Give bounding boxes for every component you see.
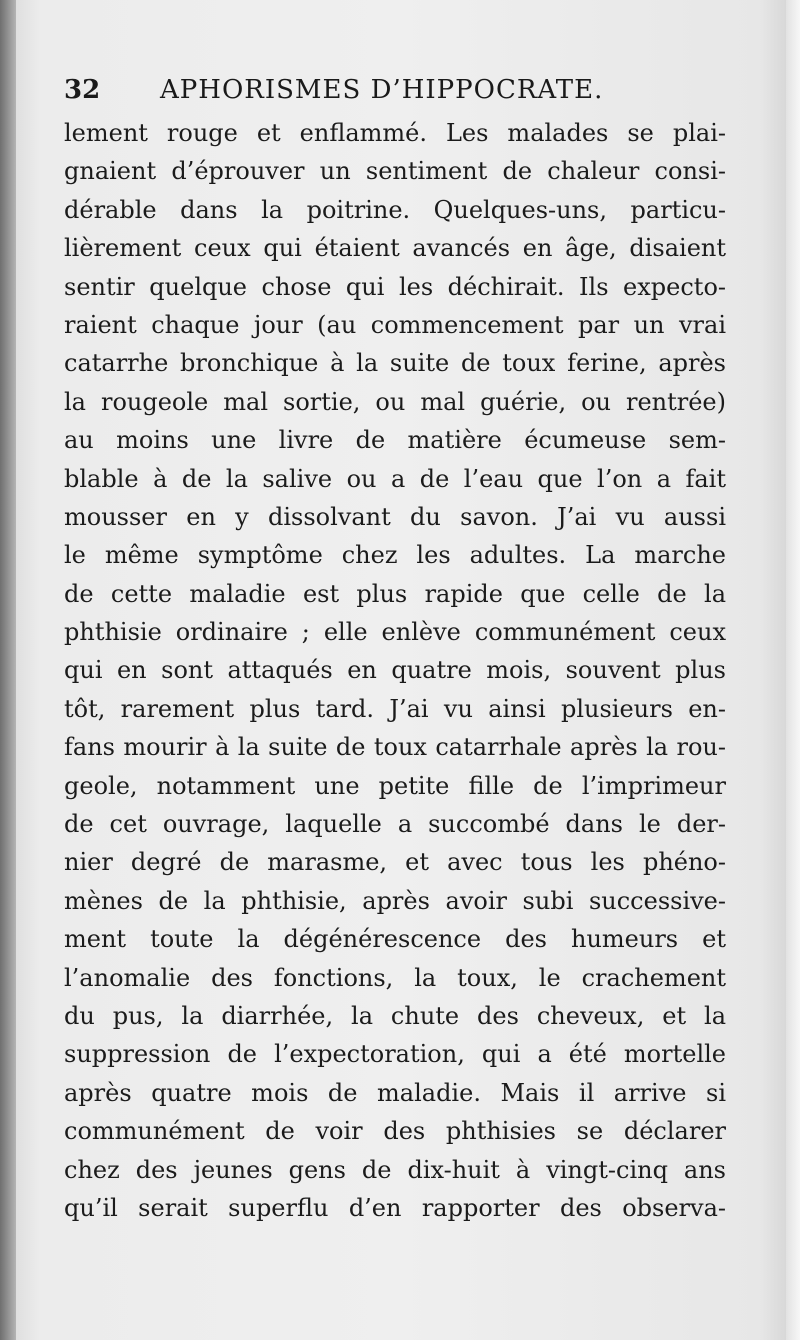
text-line: tôt, rarement plus tard. J’ai vu ainsi plusieurs en- [64, 694, 726, 723]
text-line: sentir quelque chose qui les déchirait. Ils expecto- [64, 272, 726, 301]
text-line: phthisie ordinaire ; elle enlève communément ceux [64, 618, 726, 647]
text-line: mènes de la phthisie, après avoir subi successive- [64, 886, 726, 915]
text-line: suppression de l’expectoration, qui a été mortelle [64, 1040, 726, 1069]
text-line: le même symptôme chez les adultes. La marche [64, 541, 726, 570]
page-number: 32 [64, 75, 101, 105]
text-line: de cet ouvrage, laquelle a succombé dans le der- [64, 810, 726, 839]
text-line: gnaient d’éprouver un sentiment de chaleur consi- [64, 157, 726, 186]
text-line: la rougeole mal sortie, ou mal guérie, ou rentrée) [64, 387, 726, 416]
text-line: raient chaque jour (au commencement par un vrai [64, 310, 726, 339]
text-line: l’anomalie des fonctions, la toux, le crachement [64, 963, 726, 992]
text-line: dérable dans la poitrine. Quelques-uns, particu- [64, 195, 726, 224]
page-edge [786, 0, 800, 1340]
text-line: mousser en y dissolvant du savon. J’ai vu aussi [64, 502, 726, 531]
text-line: qui en sont attaqués en quatre mois, souvent plus [64, 656, 726, 685]
text-line: fans mourir à la suite de toux catarrhale après la rou- [64, 733, 726, 762]
text-line: nier degré de marasme, et avec tous les phéno- [64, 848, 726, 877]
text-line: blable à de la salive ou a de l’eau que l’on a fait [64, 464, 726, 493]
body-text [64, 114, 726, 1227]
page-header [64, 72, 724, 112]
text-line: geole, notamment une petite fille de l’imprimeur [64, 771, 726, 800]
text-line: de cette maladie est plus rapide que celle de la [64, 579, 726, 608]
text-line: qu’il serait superflu d’en rapporter des observa- [64, 1193, 726, 1222]
text-line: après quatre mois de maladie. Mais il arrive si [64, 1078, 726, 1107]
text-line: au moins une livre de matière écumeuse sem- [64, 426, 726, 455]
text-line: communément de voir des phthisies se déclarer [64, 1117, 726, 1146]
text-line: lement rouge et enflammé. Les malades se plai- [64, 119, 726, 147]
text-line: chez des jeunes gens de dix-huit à vingt-cinq ans [64, 1155, 726, 1184]
running-title: APHORISMES D’HIPPOCRATE. [160, 75, 604, 105]
text-line: lièrement ceux qui étaient avancés en âge, disaient [64, 234, 726, 263]
text-line: ment toute la dégénérescence des humeurs et [64, 925, 726, 954]
binding-shadow [0, 0, 16, 1340]
text-line: catarrhe bronchique à la suite de toux ferine, après [64, 349, 726, 378]
text-line: du pus, la diarrhée, la chute des cheveux, et la [64, 1001, 726, 1030]
